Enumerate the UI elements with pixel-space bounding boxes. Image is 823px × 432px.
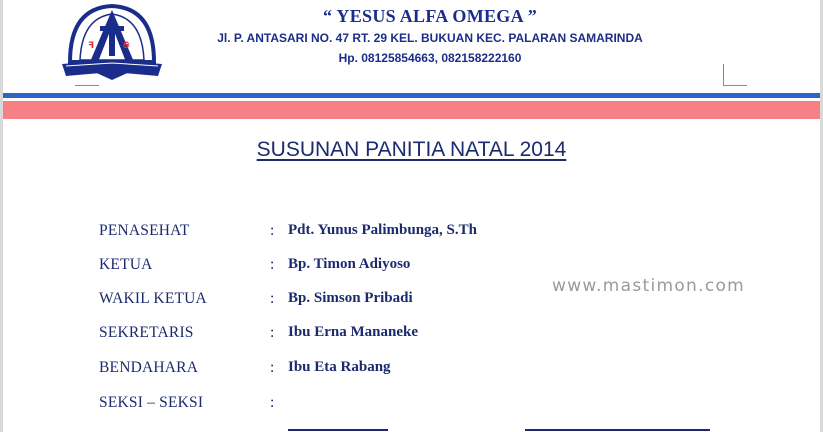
member-name: Ibu Eta Rabang (288, 359, 391, 375)
cut-off-text (288, 423, 408, 432)
separator: : (270, 290, 275, 307)
role-label: SEKSI – SEKSI (99, 394, 204, 411)
committee-row (0, 359, 823, 379)
role-label: PENASEHAT (99, 222, 190, 239)
crop-mark-right-h (723, 85, 747, 86)
cut-off-text-glyph-tops (288, 429, 388, 431)
cut-off-text-glyph-tops (525, 429, 710, 431)
separator: : (270, 359, 275, 376)
cut-off-text (525, 423, 715, 432)
crop-mark-right-v (723, 64, 724, 86)
member-name: Ibu Erna Mananeke (288, 324, 419, 340)
committee-row (0, 222, 823, 242)
document-title: SUSUNAN PANITIA NATAL 2014 (256, 138, 567, 161)
committee-row (0, 324, 823, 344)
header-divider-pink (3, 101, 820, 119)
role-label: SEKRETARIS (99, 324, 194, 341)
role-label: KETUA (99, 256, 153, 273)
role-label: WAKIL KETUA (99, 290, 207, 307)
separator: : (270, 222, 275, 239)
svg-text:Ꞩ: Ꞩ (123, 41, 130, 51)
svg-text:ꟻ: ꟻ (88, 41, 95, 51)
member-name: Bp. Simson Pribadi (288, 290, 413, 306)
org-name: “ YESUS ALFA OMEGA ” (322, 6, 538, 26)
member-name: Pdt. Yunus Palimbunga, S.Th (288, 222, 477, 238)
member-name: Bp. Timon Adiyoso (288, 256, 411, 272)
watermark: www.mastimon.com (552, 276, 746, 296)
separator: : (270, 324, 275, 341)
separator: : (270, 394, 275, 411)
org-address: Jl. P. ANTASARI NO. 47 RT. 29 KEL. BUKUAN KEC. PALARAN SAMARINDA (217, 31, 643, 45)
committee-row (0, 256, 823, 276)
crop-mark-left (75, 85, 99, 86)
separator: : (270, 256, 275, 273)
org-phone: Hp. 08125854663, 082158222160 (338, 51, 522, 65)
header-divider-blue (3, 93, 820, 98)
committee-row (0, 394, 823, 414)
role-label: BENDAHARA (99, 359, 199, 376)
church-logo (60, 0, 164, 82)
